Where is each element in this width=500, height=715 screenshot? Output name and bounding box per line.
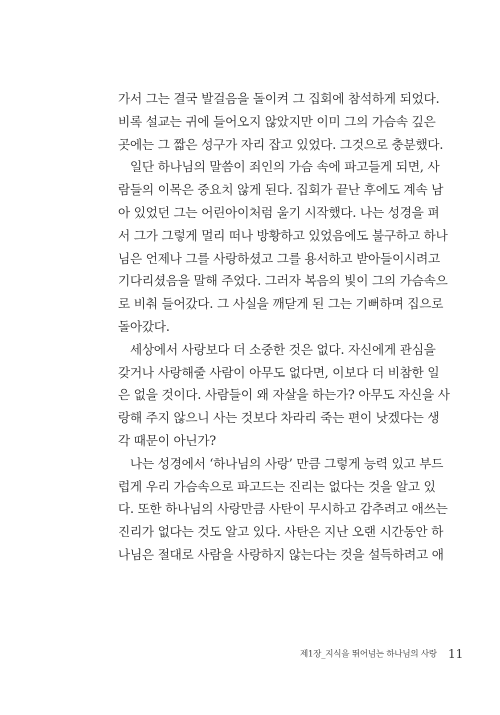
text-line: 각 때문이 아닌가? [118,432,216,448]
text-line: 럽게 우리 가슴속으로 파고드는 진리는 없다는 것을 알고 있 [118,478,436,494]
text-line: 서 그가 그렇게 멀리 떠나 방황하고 있었음에도 불구하고 하나 [118,227,448,243]
text-line: 돌아갔다. [118,318,170,334]
page-number: 11 [448,646,464,661]
text-line: 랑해 주지 않으니 사는 것보다 차라리 죽는 편이 낫겠다는 생 [118,410,440,426]
chapter-label: 제1장_지식을 뛰어넘는 하나님의 사랑 [300,649,437,660]
text-line: 일단 하나님의 말씀이 죄인의 가슴 속에 파고들게 되면, 사 [130,159,440,175]
text-line: 갖거나 사랑해줄 사람이 아무도 없다면, 이보다 더 비참한 일 [118,364,440,380]
body-text [118,88,450,567]
running-footer [300,643,464,661]
text-line: 로 비춰 들어갔다. 그 사실을 깨닫게 된 그는 기뻐하며 집으로 [118,296,444,312]
text-line: 가서 그는 결국 발걸음을 돌이켜 그 집회에 참석하게 되었다. [118,91,440,106]
text-line: 다. 또한 하나님의 사랑만큼 사탄이 무시하고 감추려고 애쓰는 [118,501,448,517]
text-line: 진리가 없다는 것도 알고 있다. 사탄은 지난 오랜 시간동안 하 [118,524,444,540]
text-line: 은 없을 것이다. 사람들이 왜 자살을 하는가? 아무도 자신을 사 [118,387,450,403]
text-line: 아 있었던 그는 어린아이처럼 울기 시작했다. 나는 성경을 펴 [118,204,440,220]
text-line: 람들의 이목은 중요치 않게 된다. 집회가 끝난 후에도 계속 남 [118,182,444,198]
text-line: 님은 언제나 그를 사랑하셨고 그를 용서하고 받아들이시려고 [118,250,440,266]
text-line: 곳에는 그 짧은 성구가 자리 잡고 있었다. 그것으로 충분했다. [118,136,444,152]
text-line: 비록 설교는 귀에 들어오지 않았지만 이미 그의 가슴속 깊은 [118,113,436,129]
text-line: 세상에서 사랑보다 더 소중한 것은 없다. 자신에게 관심을 [130,341,436,357]
text-line: 나는 성경에서 ‘하나님의 사랑’ 만큼 그렇게 능력 있고 부드 [130,455,444,471]
text-line: 기다리셨음을 말해 주었다. 그러자 복음의 빛이 그의 가슴속으 [118,273,448,289]
text-line: 나님은 절대로 사람을 사랑하지 않는다는 것을 설득하려고 애 [118,546,444,562]
